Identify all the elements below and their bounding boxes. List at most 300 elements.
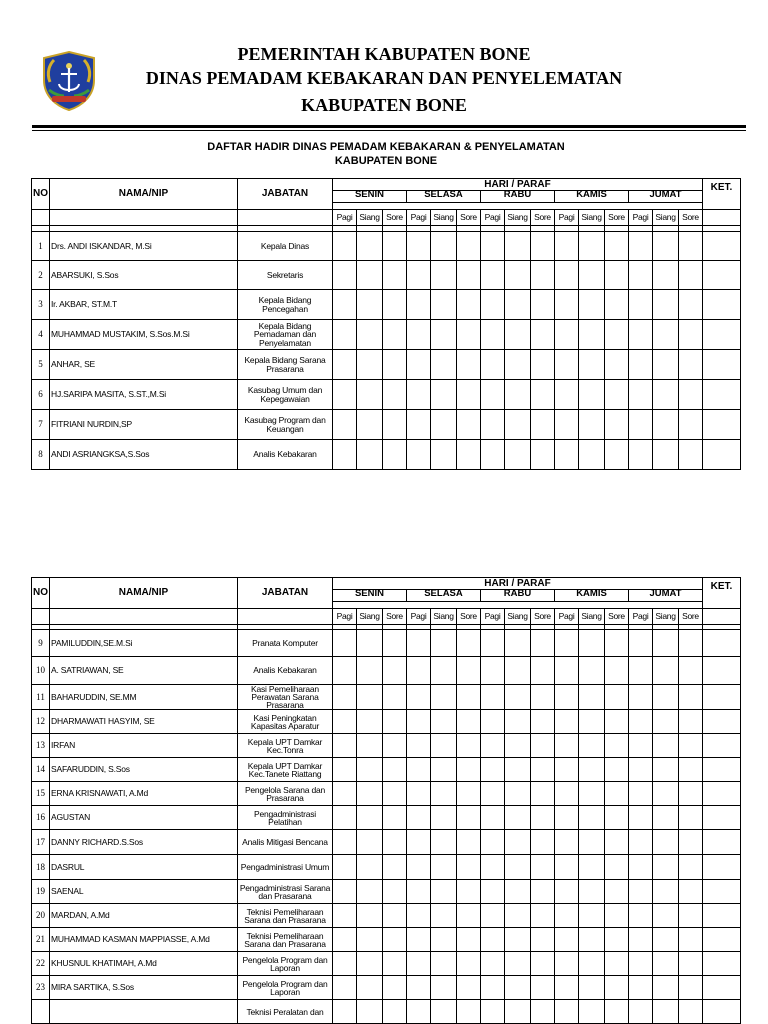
- signature-cell[interactable]: [357, 1000, 383, 1024]
- signature-cell[interactable]: [457, 290, 481, 320]
- signature-cell[interactable]: [407, 657, 431, 685]
- signature-cell[interactable]: [407, 904, 431, 928]
- signature-cell[interactable]: [531, 782, 555, 806]
- signature-cell[interactable]: [333, 440, 357, 470]
- signature-cell[interactable]: [457, 320, 481, 350]
- signature-cell[interactable]: [679, 855, 703, 880]
- signature-cell[interactable]: [431, 734, 457, 758]
- signature-cell[interactable]: [457, 710, 481, 734]
- signature-cell[interactable]: [481, 880, 505, 904]
- signature-cell[interactable]: [457, 976, 481, 1000]
- signature-cell[interactable]: [457, 1000, 481, 1024]
- signature-cell[interactable]: [383, 440, 407, 470]
- signature-cell[interactable]: [481, 290, 505, 320]
- signature-cell[interactable]: [679, 830, 703, 855]
- signature-cell[interactable]: [679, 630, 703, 657]
- signature-cell[interactable]: [333, 806, 357, 830]
- signature-cell[interactable]: [555, 880, 579, 904]
- signature-cell[interactable]: [653, 410, 679, 440]
- signature-cell[interactable]: [457, 630, 481, 657]
- signature-cell[interactable]: [505, 952, 531, 976]
- signature-cell[interactable]: [383, 928, 407, 952]
- remarks-cell[interactable]: [703, 952, 741, 976]
- signature-cell[interactable]: [481, 380, 505, 410]
- signature-cell[interactable]: [653, 290, 679, 320]
- signature-cell[interactable]: [629, 710, 653, 734]
- signature-cell[interactable]: [505, 806, 531, 830]
- signature-cell[interactable]: [481, 855, 505, 880]
- signature-cell[interactable]: [555, 350, 579, 380]
- signature-cell[interactable]: [679, 734, 703, 758]
- signature-cell[interactable]: [481, 440, 505, 470]
- signature-cell[interactable]: [605, 320, 629, 350]
- signature-cell[interactable]: [653, 232, 679, 261]
- signature-cell[interactable]: [407, 758, 431, 782]
- signature-cell[interactable]: [531, 410, 555, 440]
- signature-cell[interactable]: [579, 440, 605, 470]
- signature-cell[interactable]: [679, 685, 703, 710]
- signature-cell[interactable]: [457, 855, 481, 880]
- remarks-cell[interactable]: [703, 782, 741, 806]
- signature-cell[interactable]: [579, 880, 605, 904]
- signature-cell[interactable]: [457, 261, 481, 290]
- signature-cell[interactable]: [357, 952, 383, 976]
- signature-cell[interactable]: [383, 782, 407, 806]
- signature-cell[interactable]: [505, 685, 531, 710]
- signature-cell[interactable]: [629, 380, 653, 410]
- signature-cell[interactable]: [407, 350, 431, 380]
- signature-cell[interactable]: [333, 685, 357, 710]
- signature-cell[interactable]: [579, 830, 605, 855]
- signature-cell[interactable]: [481, 710, 505, 734]
- signature-cell[interactable]: [357, 880, 383, 904]
- signature-cell[interactable]: [653, 630, 679, 657]
- signature-cell[interactable]: [407, 734, 431, 758]
- signature-cell[interactable]: [457, 232, 481, 261]
- signature-cell[interactable]: [407, 380, 431, 410]
- signature-cell[interactable]: [653, 782, 679, 806]
- signature-cell[interactable]: [555, 782, 579, 806]
- signature-cell[interactable]: [431, 630, 457, 657]
- signature-cell[interactable]: [457, 380, 481, 410]
- signature-cell[interactable]: [481, 410, 505, 440]
- signature-cell[interactable]: [653, 350, 679, 380]
- signature-cell[interactable]: [629, 976, 653, 1000]
- remarks-cell[interactable]: [703, 440, 741, 470]
- signature-cell[interactable]: [383, 1000, 407, 1024]
- signature-cell[interactable]: [407, 232, 431, 261]
- signature-cell[interactable]: [629, 952, 653, 976]
- signature-cell[interactable]: [357, 261, 383, 290]
- signature-cell[interactable]: [457, 880, 481, 904]
- signature-cell[interactable]: [357, 630, 383, 657]
- signature-cell[interactable]: [679, 350, 703, 380]
- signature-cell[interactable]: [383, 290, 407, 320]
- signature-cell[interactable]: [357, 758, 383, 782]
- signature-cell[interactable]: [579, 350, 605, 380]
- signature-cell[interactable]: [653, 880, 679, 904]
- signature-cell[interactable]: [653, 806, 679, 830]
- signature-cell[interactable]: [531, 290, 555, 320]
- signature-cell[interactable]: [679, 1000, 703, 1024]
- signature-cell[interactable]: [653, 261, 679, 290]
- signature-cell[interactable]: [407, 855, 431, 880]
- signature-cell[interactable]: [431, 904, 457, 928]
- signature-cell[interactable]: [531, 880, 555, 904]
- signature-cell[interactable]: [653, 855, 679, 880]
- remarks-cell[interactable]: [703, 657, 741, 685]
- signature-cell[interactable]: [407, 440, 431, 470]
- remarks-cell[interactable]: [703, 710, 741, 734]
- signature-cell[interactable]: [505, 758, 531, 782]
- remarks-cell[interactable]: [703, 976, 741, 1000]
- signature-cell[interactable]: [555, 380, 579, 410]
- signature-cell[interactable]: [555, 855, 579, 880]
- signature-cell[interactable]: [531, 320, 555, 350]
- signature-cell[interactable]: [457, 928, 481, 952]
- signature-cell[interactable]: [333, 830, 357, 855]
- signature-cell[interactable]: [505, 830, 531, 855]
- signature-cell[interactable]: [431, 758, 457, 782]
- signature-cell[interactable]: [629, 630, 653, 657]
- remarks-cell[interactable]: [703, 806, 741, 830]
- signature-cell[interactable]: [383, 232, 407, 261]
- signature-cell[interactable]: [333, 657, 357, 685]
- signature-cell[interactable]: [653, 758, 679, 782]
- signature-cell[interactable]: [679, 928, 703, 952]
- signature-cell[interactable]: [605, 830, 629, 855]
- signature-cell[interactable]: [357, 685, 383, 710]
- signature-cell[interactable]: [431, 261, 457, 290]
- signature-cell[interactable]: [679, 232, 703, 261]
- signature-cell[interactable]: [383, 320, 407, 350]
- signature-cell[interactable]: [383, 380, 407, 410]
- signature-cell[interactable]: [457, 758, 481, 782]
- signature-cell[interactable]: [505, 290, 531, 320]
- signature-cell[interactable]: [333, 734, 357, 758]
- signature-cell[interactable]: [431, 928, 457, 952]
- signature-cell[interactable]: [357, 734, 383, 758]
- signature-cell[interactable]: [431, 657, 457, 685]
- signature-cell[interactable]: [653, 710, 679, 734]
- signature-cell[interactable]: [679, 261, 703, 290]
- signature-cell[interactable]: [431, 350, 457, 380]
- signature-cell[interactable]: [505, 657, 531, 685]
- signature-cell[interactable]: [531, 830, 555, 855]
- signature-cell[interactable]: [505, 734, 531, 758]
- signature-cell[interactable]: [555, 830, 579, 855]
- signature-cell[interactable]: [505, 232, 531, 261]
- signature-cell[interactable]: [653, 976, 679, 1000]
- signature-cell[interactable]: [383, 758, 407, 782]
- signature-cell[interactable]: [653, 685, 679, 710]
- signature-cell[interactable]: [357, 410, 383, 440]
- signature-cell[interactable]: [481, 928, 505, 952]
- signature-cell[interactable]: [383, 952, 407, 976]
- signature-cell[interactable]: [333, 758, 357, 782]
- signature-cell[interactable]: [407, 928, 431, 952]
- signature-cell[interactable]: [579, 410, 605, 440]
- signature-cell[interactable]: [505, 710, 531, 734]
- signature-cell[interactable]: [653, 440, 679, 470]
- signature-cell[interactable]: [629, 904, 653, 928]
- signature-cell[interactable]: [431, 952, 457, 976]
- signature-cell[interactable]: [431, 685, 457, 710]
- signature-cell[interactable]: [629, 830, 653, 855]
- signature-cell[interactable]: [431, 232, 457, 261]
- signature-cell[interactable]: [357, 440, 383, 470]
- signature-cell[interactable]: [431, 806, 457, 830]
- signature-cell[interactable]: [481, 782, 505, 806]
- signature-cell[interactable]: [679, 806, 703, 830]
- signature-cell[interactable]: [505, 904, 531, 928]
- signature-cell[interactable]: [555, 904, 579, 928]
- signature-cell[interactable]: [431, 976, 457, 1000]
- signature-cell[interactable]: [407, 1000, 431, 1024]
- signature-cell[interactable]: [605, 290, 629, 320]
- remarks-cell[interactable]: [703, 904, 741, 928]
- signature-cell[interactable]: [605, 976, 629, 1000]
- signature-cell[interactable]: [531, 758, 555, 782]
- signature-cell[interactable]: [457, 806, 481, 830]
- signature-cell[interactable]: [481, 952, 505, 976]
- signature-cell[interactable]: [679, 410, 703, 440]
- signature-cell[interactable]: [481, 1000, 505, 1024]
- signature-cell[interactable]: [383, 261, 407, 290]
- signature-cell[interactable]: [357, 710, 383, 734]
- signature-cell[interactable]: [431, 440, 457, 470]
- remarks-cell[interactable]: [703, 685, 741, 710]
- signature-cell[interactable]: [333, 290, 357, 320]
- signature-cell[interactable]: [357, 232, 383, 261]
- signature-cell[interactable]: [679, 320, 703, 350]
- signature-cell[interactable]: [555, 440, 579, 470]
- signature-cell[interactable]: [505, 440, 531, 470]
- signature-cell[interactable]: [357, 806, 383, 830]
- signature-cell[interactable]: [653, 657, 679, 685]
- signature-cell[interactable]: [579, 320, 605, 350]
- signature-cell[interactable]: [605, 1000, 629, 1024]
- signature-cell[interactable]: [579, 380, 605, 410]
- signature-cell[interactable]: [457, 782, 481, 806]
- signature-cell[interactable]: [481, 685, 505, 710]
- signature-cell[interactable]: [333, 320, 357, 350]
- signature-cell[interactable]: [679, 782, 703, 806]
- signature-cell[interactable]: [531, 685, 555, 710]
- signature-cell[interactable]: [505, 928, 531, 952]
- signature-cell[interactable]: [481, 630, 505, 657]
- signature-cell[interactable]: [357, 350, 383, 380]
- signature-cell[interactable]: [457, 410, 481, 440]
- signature-cell[interactable]: [531, 952, 555, 976]
- signature-cell[interactable]: [481, 758, 505, 782]
- signature-cell[interactable]: [679, 657, 703, 685]
- signature-cell[interactable]: [383, 880, 407, 904]
- signature-cell[interactable]: [383, 657, 407, 685]
- signature-cell[interactable]: [505, 880, 531, 904]
- signature-cell[interactable]: [629, 806, 653, 830]
- signature-cell[interactable]: [555, 232, 579, 261]
- signature-cell[interactable]: [505, 410, 531, 440]
- signature-cell[interactable]: [383, 734, 407, 758]
- signature-cell[interactable]: [531, 630, 555, 657]
- signature-cell[interactable]: [579, 855, 605, 880]
- remarks-cell[interactable]: [703, 630, 741, 657]
- signature-cell[interactable]: [531, 710, 555, 734]
- signature-cell[interactable]: [531, 380, 555, 410]
- signature-cell[interactable]: [333, 782, 357, 806]
- signature-cell[interactable]: [457, 440, 481, 470]
- signature-cell[interactable]: [605, 928, 629, 952]
- signature-cell[interactable]: [357, 290, 383, 320]
- signature-cell[interactable]: [531, 261, 555, 290]
- signature-cell[interactable]: [555, 320, 579, 350]
- signature-cell[interactable]: [629, 758, 653, 782]
- signature-cell[interactable]: [457, 830, 481, 855]
- signature-cell[interactable]: [505, 630, 531, 657]
- signature-cell[interactable]: [629, 290, 653, 320]
- signature-cell[interactable]: [605, 657, 629, 685]
- signature-cell[interactable]: [679, 710, 703, 734]
- signature-cell[interactable]: [653, 734, 679, 758]
- signature-cell[interactable]: [555, 657, 579, 685]
- remarks-cell[interactable]: [703, 734, 741, 758]
- signature-cell[interactable]: [605, 232, 629, 261]
- signature-cell[interactable]: [605, 710, 629, 734]
- signature-cell[interactable]: [629, 685, 653, 710]
- signature-cell[interactable]: [579, 630, 605, 657]
- signature-cell[interactable]: [333, 855, 357, 880]
- remarks-cell[interactable]: [703, 261, 741, 290]
- signature-cell[interactable]: [407, 976, 431, 1000]
- signature-cell[interactable]: [531, 806, 555, 830]
- signature-cell[interactable]: [357, 657, 383, 685]
- signature-cell[interactable]: [457, 952, 481, 976]
- signature-cell[interactable]: [531, 734, 555, 758]
- signature-cell[interactable]: [333, 380, 357, 410]
- signature-cell[interactable]: [579, 806, 605, 830]
- signature-cell[interactable]: [357, 782, 383, 806]
- signature-cell[interactable]: [679, 380, 703, 410]
- signature-cell[interactable]: [407, 290, 431, 320]
- signature-cell[interactable]: [457, 685, 481, 710]
- signature-cell[interactable]: [555, 710, 579, 734]
- signature-cell[interactable]: [333, 928, 357, 952]
- signature-cell[interactable]: [579, 261, 605, 290]
- remarks-cell[interactable]: [703, 880, 741, 904]
- signature-cell[interactable]: [555, 290, 579, 320]
- signature-cell[interactable]: [605, 904, 629, 928]
- signature-cell[interactable]: [481, 734, 505, 758]
- signature-cell[interactable]: [431, 782, 457, 806]
- signature-cell[interactable]: [555, 1000, 579, 1024]
- signature-cell[interactable]: [531, 440, 555, 470]
- signature-cell[interactable]: [505, 320, 531, 350]
- signature-cell[interactable]: [531, 904, 555, 928]
- signature-cell[interactable]: [431, 855, 457, 880]
- signature-cell[interactable]: [333, 976, 357, 1000]
- signature-cell[interactable]: [629, 410, 653, 440]
- signature-cell[interactable]: [629, 350, 653, 380]
- signature-cell[interactable]: [505, 350, 531, 380]
- signature-cell[interactable]: [505, 261, 531, 290]
- signature-cell[interactable]: [653, 1000, 679, 1024]
- remarks-cell[interactable]: [703, 410, 741, 440]
- signature-cell[interactable]: [357, 928, 383, 952]
- signature-cell[interactable]: [333, 261, 357, 290]
- signature-cell[interactable]: [333, 630, 357, 657]
- signature-cell[interactable]: [579, 1000, 605, 1024]
- signature-cell[interactable]: [579, 710, 605, 734]
- signature-cell[interactable]: [629, 440, 653, 470]
- signature-cell[interactable]: [407, 952, 431, 976]
- signature-cell[interactable]: [579, 232, 605, 261]
- signature-cell[interactable]: [555, 630, 579, 657]
- remarks-cell[interactable]: [703, 320, 741, 350]
- signature-cell[interactable]: [555, 928, 579, 952]
- signature-cell[interactable]: [679, 290, 703, 320]
- signature-cell[interactable]: [333, 952, 357, 976]
- signature-cell[interactable]: [383, 630, 407, 657]
- remarks-cell[interactable]: [703, 232, 741, 261]
- signature-cell[interactable]: [605, 630, 629, 657]
- signature-cell[interactable]: [457, 734, 481, 758]
- signature-cell[interactable]: [653, 830, 679, 855]
- signature-cell[interactable]: [605, 952, 629, 976]
- signature-cell[interactable]: [431, 710, 457, 734]
- signature-cell[interactable]: [333, 232, 357, 261]
- signature-cell[interactable]: [383, 806, 407, 830]
- signature-cell[interactable]: [505, 380, 531, 410]
- signature-cell[interactable]: [481, 232, 505, 261]
- signature-cell[interactable]: [457, 350, 481, 380]
- signature-cell[interactable]: [431, 290, 457, 320]
- signature-cell[interactable]: [481, 261, 505, 290]
- remarks-cell[interactable]: [703, 350, 741, 380]
- signature-cell[interactable]: [555, 758, 579, 782]
- signature-cell[interactable]: [653, 952, 679, 976]
- signature-cell[interactable]: [579, 685, 605, 710]
- signature-cell[interactable]: [629, 261, 653, 290]
- signature-cell[interactable]: [531, 855, 555, 880]
- signature-cell[interactable]: [579, 952, 605, 976]
- signature-cell[interactable]: [333, 410, 357, 440]
- signature-cell[interactable]: [629, 232, 653, 261]
- signature-cell[interactable]: [407, 320, 431, 350]
- signature-cell[interactable]: [629, 734, 653, 758]
- signature-cell[interactable]: [531, 928, 555, 952]
- signature-cell[interactable]: [679, 904, 703, 928]
- signature-cell[interactable]: [629, 657, 653, 685]
- signature-cell[interactable]: [605, 806, 629, 830]
- signature-cell[interactable]: [407, 830, 431, 855]
- signature-cell[interactable]: [357, 320, 383, 350]
- signature-cell[interactable]: [481, 350, 505, 380]
- remarks-cell[interactable]: [703, 290, 741, 320]
- signature-cell[interactable]: [579, 928, 605, 952]
- signature-cell[interactable]: [555, 410, 579, 440]
- signature-cell[interactable]: [629, 320, 653, 350]
- signature-cell[interactable]: [481, 806, 505, 830]
- signature-cell[interactable]: [679, 952, 703, 976]
- signature-cell[interactable]: [605, 782, 629, 806]
- signature-cell[interactable]: [555, 806, 579, 830]
- signature-cell[interactable]: [357, 904, 383, 928]
- signature-cell[interactable]: [605, 880, 629, 904]
- signature-cell[interactable]: [605, 440, 629, 470]
- signature-cell[interactable]: [579, 904, 605, 928]
- signature-cell[interactable]: [333, 880, 357, 904]
